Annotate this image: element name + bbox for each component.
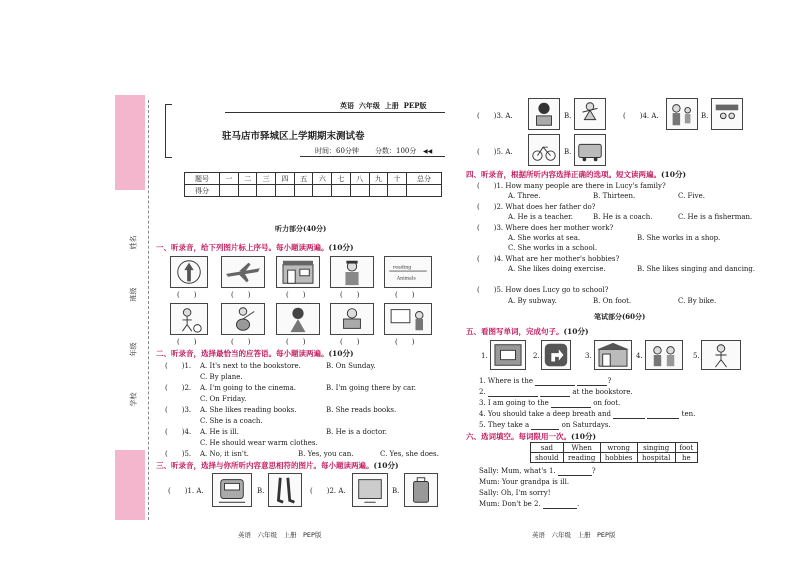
section-1-title [156,243,354,252]
time-label: 时间：60分钟 [315,147,359,155]
s4-q3-b: B. She works in a shop. [637,234,721,242]
section-4-points: (10分) [661,170,687,179]
section-5-title [466,327,589,336]
s2-q5-b: B. Yes, you can. [298,450,354,458]
s5-pic-num-3: 3. [585,352,592,360]
header-edition-text: PEP版 [403,101,427,110]
score-cell[interactable] [220,185,239,197]
side-label-school: 学校 [129,392,138,407]
s4-q3[interactable]: ( )3. Where does her mother work? [477,224,614,232]
s2-q5-a: A. No, it isn't. [200,450,249,458]
s4-q2-b: B. He is a coach. [593,213,653,221]
dialogue-blank-1[interactable] [558,475,592,476]
s2-q2-c: C. On Friday. [200,395,247,403]
s4-q5[interactable]: ( )5. How does Lucy go to school? [477,286,609,294]
s5-sentence-3-pre: 3. I am going to the [479,399,549,407]
dialogue-line-1 [479,467,596,476]
s3-q1-b: B. [257,487,265,495]
score-header-cell: 十 [388,173,407,185]
s2-q1-b: B. On Sunday. [326,362,376,370]
s2-q2-num[interactable]: ( )2. [165,384,192,392]
vocab-row-1 [531,443,698,453]
s5-sentence-3-post: on foot. [593,399,621,407]
s3-q3-b: B. [564,112,572,120]
picture-plane [221,256,265,288]
s1-blank[interactable]: ( ) [286,291,306,299]
vocab-word: he [675,453,697,463]
s3-q4-b: B. [701,112,709,120]
picture-turn-right-sign [541,340,571,370]
score-cell[interactable] [257,185,276,197]
s5-blank-1[interactable] [535,385,575,386]
section-2-points: (10分) [328,349,354,358]
picture-guitar [221,303,265,335]
s2-q3-b: B. She reads books. [326,406,397,414]
s2-q1-c: C. By plane. [200,373,243,381]
s5-sentence-1 [479,377,611,386]
vocab-word: reading [563,453,600,463]
page-title: 驻马店市驿城区上学期期末测试卷 [222,131,365,142]
s4-q1-b: B. Thirteen. [593,192,636,200]
vocab-table [530,442,698,463]
score-header-cell: 八 [350,173,369,185]
s1-blank[interactable]: ( ) [286,338,306,346]
side-label-name: 姓名 [129,235,138,250]
s5-sentence-1-post: ? [607,377,612,385]
dialogue-line-3: Sally: Oh, I'm sorry! [479,489,551,497]
score-header-cell: 三 [257,173,276,185]
section-4-text: 四、听录音，根据所听内容选择正确的选项。短文读两遍。 [466,170,661,179]
s3-q2-b: B. [392,487,400,495]
score-cell[interactable] [369,185,388,197]
vocab-word: should [531,453,564,463]
s5-blank-5[interactable] [531,429,559,430]
vocab-word: hospital [637,453,675,463]
header-subject [340,101,427,110]
section-6-title [466,432,596,441]
picture-tv-screen [352,473,388,507]
s4-q5-c: C. By bike. [678,297,717,305]
header-term-text: 上册 [384,101,399,110]
arrow-icons: ◀◀ [423,148,433,155]
score-header-cell: 七 [332,173,351,185]
s4-q4[interactable]: ( )4. What are her mother's hobbies? [477,255,620,263]
score-header-cell: 总分 [406,173,441,185]
footer-left: 英语 六年级 上册 PEP版 [238,531,322,539]
score-cell[interactable] [388,185,407,197]
s2-q2-a: A. I'm going to the cinema. [200,384,296,392]
s5-sentence-2 [479,388,633,397]
side-label-grade: 年级 [129,342,138,357]
s5-sentence-4-post: ten. [681,410,696,418]
s4-q1-c: C. Five. [678,192,705,200]
s2-q4-b: B. He is a doctor. [326,428,387,436]
vocab-word: sad [531,443,564,453]
footer-right: 英语 六年级 上册 PEP版 [532,531,616,539]
score-header-cell: 六 [313,173,332,185]
s5-pic-num-2: 2. [533,352,540,360]
listening-part-heading: 听力部分(40分) [275,224,327,233]
s5-sentence-2-post: at the bookstore. [572,388,633,396]
svg-text:Animals: Animals [396,276,416,282]
s5-blank-4b[interactable] [647,418,679,419]
dialogue-line-4 [479,500,579,509]
s4-q3-c: C. She works in a school. [508,244,598,252]
s3-q5-num[interactable]: ( )5. A. [477,148,513,156]
section-2-text: 二、听录音，选择最恰当的应答语。每小题读两遍。 [156,349,329,358]
s5-blank-2b[interactable] [540,396,570,397]
picture-train [212,473,252,507]
dialogue-4-post: . [576,500,580,508]
svg-text:reading: reading [393,265,412,271]
s5-pic-num-4: 4. [636,352,643,360]
picture-reading-animals [384,256,432,288]
vocab-word: wrong [600,443,637,453]
s1-blank[interactable]: ( ) [231,291,251,299]
s2-q5-c: C. Yes, she does. [380,450,439,458]
s5-sentence-4-pre: 4. You should take a deep breath and [479,410,611,418]
picture-police [330,256,374,288]
score-header-cell: 九 [369,173,388,185]
dialogue-blank-2[interactable] [543,508,577,509]
s1-blank[interactable]: ( ) [177,338,197,346]
s2-q3-a: A. She likes reading books. [200,406,297,414]
picture-shop [276,256,320,288]
picture-cyclist [528,134,560,166]
s1-blank[interactable]: ( ) [395,291,415,299]
binding-strip-bottom [115,450,145,520]
s5-sentence-5-pre: 5. They take a [479,421,530,429]
header-rule [225,112,445,113]
picture-walk [701,340,741,370]
s5-blank-2[interactable] [488,396,538,397]
s2-q1-num[interactable]: ( )1. [165,362,192,370]
s5-sentence-5-post: on Saturdays. [561,421,611,429]
s2-q1-a: A. It's next to the bookstore. [200,362,301,370]
s4-q3-a: A. She works at sea. [508,234,581,242]
vocab-word: foot [675,443,697,453]
s3-q1-num[interactable]: ( )1. A. [168,487,204,495]
writing-part-heading: 笔试部分(60分) [594,312,646,321]
s3-q5-b: B. [564,148,572,156]
s3-q2-num[interactable]: ( )2. A. [310,487,346,495]
picture-family [666,98,698,130]
header-subject-text: 英语 [340,101,354,110]
section-3-text: 三、听录音，选择与你所听内容意思相符的图片。每小题读两遍。 [156,461,374,470]
header-grade-text: 六年级 [358,101,380,110]
picture-hospital [490,340,526,370]
s4-q4-b: B. She likes singing and dancing. [637,265,756,273]
score-row-label: 得分 [185,185,220,197]
s5-pic-num-1: 1. [481,352,488,360]
section-3-title [156,461,399,470]
picture-suitcase [404,473,438,507]
s2-q5-num[interactable]: ( )5. [165,450,192,458]
picture-dancing-girl [574,98,606,130]
score-header-cell: 二 [238,173,257,185]
score-table [184,172,442,197]
s2-q4-c: C. He should wear warm clothes. [200,439,318,447]
section-2-title [156,349,354,358]
s1-blank[interactable]: ( ) [340,338,360,346]
s4-q2-a: A. He is a teacher. [508,213,573,221]
vocab-word: When [563,443,600,453]
s2-q3-c: C. She is a coach. [200,417,263,425]
s1-blank[interactable]: ( ) [231,338,251,346]
s1-blank[interactable]: ( ) [177,291,197,299]
s5-sentence-1-pre: 1. Where is the [479,377,533,385]
score-header-cell: 四 [276,173,295,185]
s5-sentence-3 [479,399,620,408]
s2-q4-num[interactable]: ( )4. [165,428,192,436]
vocab-row-2 [531,453,698,463]
score-header-cell: 五 [294,173,313,185]
score-header-cell: 题号 [185,173,220,185]
s5-blank-1b[interactable] [577,385,607,386]
dialogue-4-pre: Mum: Don't be 2. [479,500,541,508]
score-cell[interactable] [350,185,369,197]
picture-legs-walking [268,473,302,507]
s5-blank-4[interactable] [613,418,645,419]
s4-q5-b: B. On foot. [593,297,632,305]
s5-sentence-2-pre: 2. [479,388,486,396]
picture-football [170,303,208,335]
s4-q4-a: A. She likes doing exercise. [508,265,606,273]
s3-q3-num[interactable]: ( )3. A. [477,112,513,120]
picture-people-shop [711,98,743,130]
s5-sentence-4 [479,410,695,419]
s1-blank[interactable]: ( ) [395,338,415,346]
s2-q2-b: B. I'm going there by car. [326,384,417,392]
section-1-points: (10分) [328,243,354,252]
score-table-score-row [185,185,442,197]
section-6-text: 六、选词填空。每词限用一次。 [466,432,571,441]
dialogue-1-pre: Sally: Mum, what's 1. [479,467,556,475]
title-rule [300,156,445,157]
score-cell[interactable] [238,185,257,197]
s1-blank[interactable]: ( ) [340,291,360,299]
score-table-header-row [185,173,442,185]
score-header-cell: 一 [220,173,239,185]
s2-q3-num[interactable]: ( )3. [165,406,192,414]
score-label: 分数：100分 [375,147,417,155]
vocab-word: singing [637,443,675,453]
s4-q2-c: C. He is a fisherman. [678,213,753,221]
score-cell[interactable] [276,185,295,197]
score-cell[interactable] [406,185,441,197]
s4-q1-a: A. Three. [508,192,541,200]
dialogue-line-2: Mum: Your grandpa is ill. [479,478,570,486]
section-5-points: (10分) [563,327,589,336]
picture-reading-boy [330,303,374,335]
picture-bookstore [594,340,632,370]
vocab-word: hobbies [600,453,637,463]
s2-q4-a: A. He is ill. [200,428,239,436]
score-cell[interactable] [313,185,332,197]
picture-up-arrow [170,256,208,288]
s4-q5-a: A. By subway. [508,297,557,305]
score-cell[interactable] [332,185,351,197]
picture-teacher [384,303,432,335]
s4-q2[interactable]: ( )2. What does her father do? [477,203,596,211]
section-1-text: 一、听录音，给下列图片标上序号。每小题读两遍。 [156,243,329,252]
dialogue-1-post: ? [591,467,596,475]
section-5-text: 五、看图写单词，完成句子。 [466,327,564,336]
s4-q1[interactable]: ( )1. How many people are there in Lucy's family? [477,182,666,190]
picture-counting [645,340,683,370]
section-4-title [466,170,686,179]
picture-girl [276,303,320,335]
header-bracket [165,104,172,158]
picture-reading-man [528,98,560,130]
section-3-points: (10分) [373,461,399,470]
picture-bus-stop [574,134,606,166]
binding-strip-top [115,95,145,190]
binding-dashed-line [148,100,149,520]
s5-pic-num-5: 5. [693,352,700,360]
section-6-points: (10分) [571,432,597,441]
side-label-class: 班级 [129,287,138,302]
s5-sentence-5 [479,421,611,430]
s3-q4-num[interactable]: ( )4. A. [623,112,659,120]
s5-blank-3[interactable] [551,407,591,408]
score-cell[interactable] [294,185,313,197]
